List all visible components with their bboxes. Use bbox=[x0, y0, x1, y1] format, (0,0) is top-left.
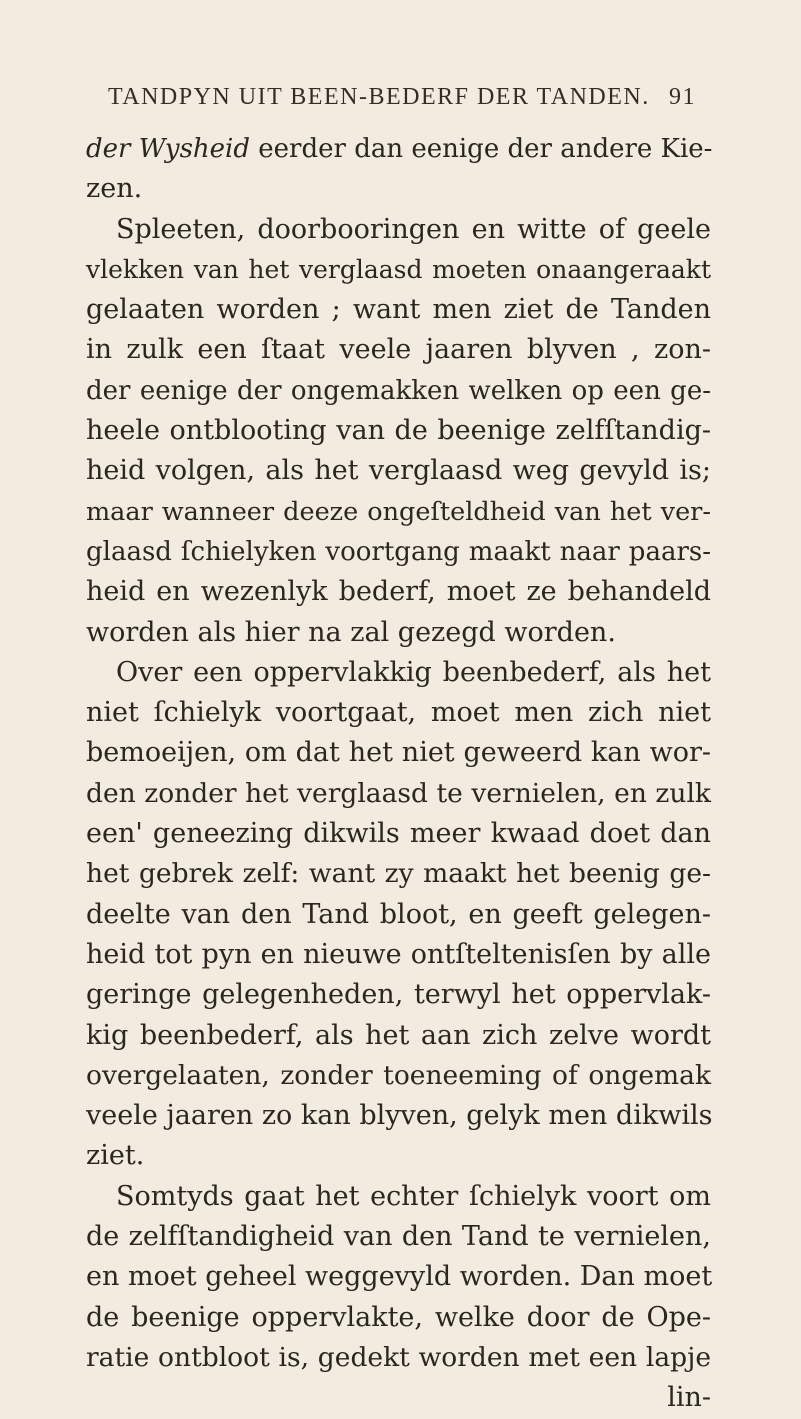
text-line: heid tot pyn en nieuwe ontſteltenisſen by alle bbox=[86, 938, 711, 970]
text-line bbox=[86, 129, 711, 169]
body-text bbox=[86, 129, 711, 1419]
text-line-rest: eerder dan eenige der andere Kie- bbox=[250, 134, 713, 164]
text-line: het gebrek zelf: want zy maakt het beenig ge- bbox=[86, 858, 711, 890]
text-line: in zulk een ſtaat veele jaaren blyven , zon- bbox=[86, 334, 711, 366]
text-line: worden als hier na zal gezegd worden. bbox=[86, 616, 616, 648]
text-line: heele ontblooting van de beenige zelfſtandig- bbox=[86, 415, 711, 447]
text-line: bemoeijen, om dat het niet geweerd kan wor- bbox=[86, 737, 711, 769]
text-line: niet ſchielyk voortgaat, moet men zich niet bbox=[86, 697, 711, 729]
text-line: vlekken van het verglaasd moeten onaangeraakt bbox=[86, 254, 711, 284]
text-line: veele jaaren zo kan blyven, gelyk men dikwils bbox=[86, 1100, 713, 1132]
text-line: de beenige oppervlakte, welke door de Ope- bbox=[86, 1301, 711, 1333]
paragraph-start-line: Spleeten, doorbooringen en witte of geele bbox=[116, 213, 711, 245]
text-line: den zonder het verglaasd te vernielen, en zulk bbox=[86, 777, 711, 809]
text-line: een' geneezing dikwils meer kwaad doet dan bbox=[86, 818, 711, 850]
text-line: de zelfſtandigheid van den Tand te vernielen, bbox=[86, 1221, 711, 1253]
running-title: TANDPYN UIT BEEN-BEDERF DER TANDEN. bbox=[108, 84, 650, 110]
text-line: en moet geheel weggevyld worden. Dan moet bbox=[86, 1261, 713, 1293]
text-line: der eenige der ongemakken welken op een ge- bbox=[86, 375, 711, 406]
text-line: maar wanneer deeze ongeſteldheid van het ver- bbox=[86, 496, 711, 527]
text-line: deelte van den Tand bloot, en geeft gelegen- bbox=[86, 898, 711, 930]
paragraph-start-line: Somtyds gaat het echter ſchielyk voort om bbox=[116, 1180, 711, 1212]
italic-phrase: der Wysheid bbox=[86, 134, 250, 164]
text-line: zen. bbox=[86, 173, 143, 205]
text-line: heid volgen, als het verglaasd weg gevyld is; bbox=[86, 455, 711, 487]
text-line: ziet. bbox=[86, 1140, 145, 1172]
text-line: gelaaten worden ; want men ziet de Tanden bbox=[86, 294, 711, 326]
page-number: 91 bbox=[669, 84, 696, 110]
text-line: ratie ontbloot is, gedekt worden met een lapje bbox=[86, 1341, 711, 1373]
text-line: glaasd ſchielyken voortgang maakt naar paars- bbox=[86, 536, 711, 567]
catchword: lin- bbox=[667, 1382, 711, 1414]
text-line: overgelaaten, zonder toeneeming of ongemak bbox=[86, 1059, 711, 1091]
text-line: kig beenbederf, als het aan zich zelve wordt bbox=[86, 1019, 711, 1051]
text-line: geringe gelegenheden, terwyl het oppervlak- bbox=[86, 979, 711, 1011]
paragraph-start-line: Over een oppervlakkig beenbederf, als het bbox=[116, 656, 711, 688]
page-header bbox=[108, 84, 696, 124]
text-line: heid en wezenlyk bederf, moet ze behandeld bbox=[86, 576, 711, 608]
